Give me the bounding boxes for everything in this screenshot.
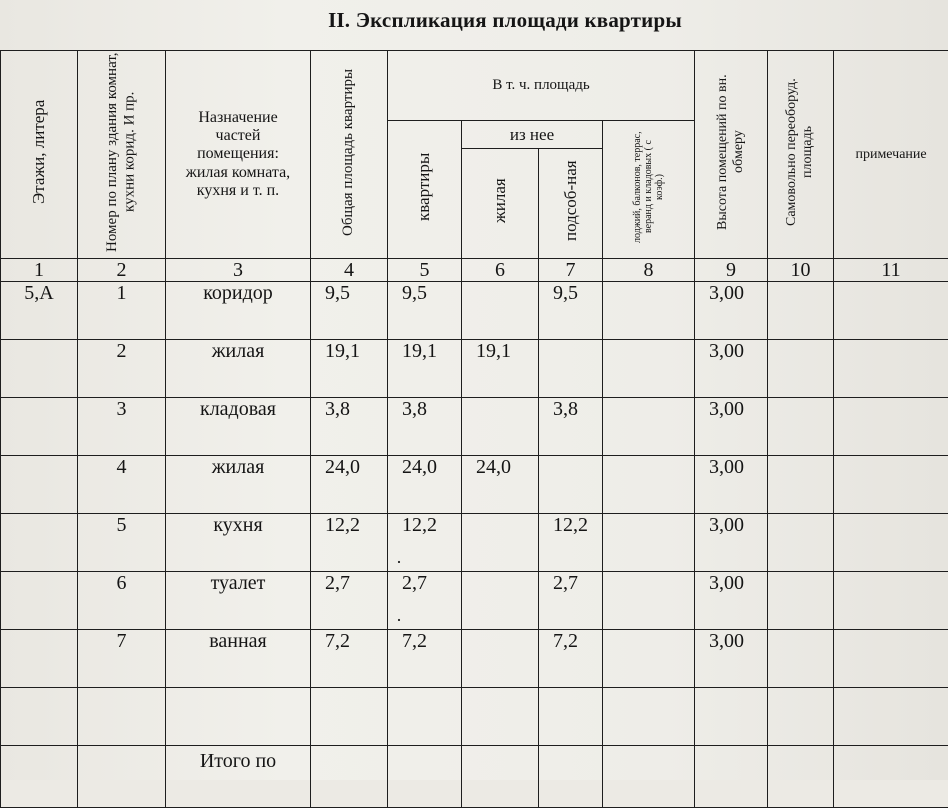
cell-notes <box>834 340 948 398</box>
cell-auxiliary-area: 7,2 <box>539 630 603 688</box>
cell-apartment-area: 3,8 <box>388 398 462 456</box>
cell-height: 3,00 <box>695 514 768 572</box>
cell-room-name: кладовая <box>166 398 311 456</box>
document-title: II. Экспликация площади квартиры <box>0 8 948 33</box>
cell-apartment-area: 19,1 <box>388 340 462 398</box>
cell-floor <box>1 340 78 398</box>
cell-total-area: 12,2 <box>311 514 388 572</box>
table-row <box>1 514 948 572</box>
header-height: Высота помещений по вн. обмеру <box>695 51 768 259</box>
cell-balcony-area <box>603 572 695 630</box>
cell-auxiliary-area: 3,8 <box>539 398 603 456</box>
column-number: 4 <box>311 259 388 282</box>
cell-notes <box>834 572 948 630</box>
cell-total-area: 19,1 <box>311 340 388 398</box>
cell-apartment-area: 24,0 <box>388 456 462 514</box>
table-row <box>1 572 948 630</box>
table-row <box>1 398 948 456</box>
cell-unauthorized <box>768 340 834 398</box>
cell-notes <box>834 456 948 514</box>
cell-unauthorized <box>768 282 834 340</box>
table-row <box>1 630 948 688</box>
table-row <box>1 282 948 340</box>
header-purpose: Назначение частей помещения: жилая комната, кухня и т. п. <box>166 51 311 259</box>
cell-apartment-area: 7,2 <box>388 630 462 688</box>
cell-floor <box>1 572 78 630</box>
cell-floor <box>1 514 78 572</box>
cell-balcony-area <box>603 340 695 398</box>
header-floor: Этажи, литера <box>1 51 78 259</box>
cell-living-area <box>462 514 539 572</box>
cell-total-area: 2,7 <box>311 572 388 630</box>
cell-room-name: жилая <box>166 340 311 398</box>
cell-living-area: 24,0 <box>462 456 539 514</box>
column-number: 2 <box>78 259 166 282</box>
cell-total-area: 24,0 <box>311 456 388 514</box>
cell-number: 7 <box>78 630 166 688</box>
cell-living-area <box>462 398 539 456</box>
cell-floor <box>1 630 78 688</box>
header-group-including: В т. ч. площадь <box>388 51 695 121</box>
cell-unauthorized <box>768 456 834 514</box>
cell-unauthorized <box>768 514 834 572</box>
column-numbers-row <box>1 259 948 282</box>
column-number: 5 <box>388 259 462 282</box>
header-apartment-area: квартиры <box>388 121 462 259</box>
cell-balcony-area <box>603 514 695 572</box>
cell-balcony-area <box>603 630 695 688</box>
column-number: 3 <box>166 259 311 282</box>
cell-number: 3 <box>78 398 166 456</box>
cell-unauthorized <box>768 630 834 688</box>
cell-living-area: 19,1 <box>462 340 539 398</box>
cell-total-area: 9,5 <box>311 282 388 340</box>
cell-notes <box>834 630 948 688</box>
column-number: 7 <box>539 259 603 282</box>
cell-apartment-area: 9,5 <box>388 282 462 340</box>
cell-number: 6 <box>78 572 166 630</box>
cell-room-name: ванная <box>166 630 311 688</box>
cell-height: 3,00 <box>695 630 768 688</box>
header-unauthorized-area: Самовольно переоборуд. площадь <box>768 51 834 259</box>
cell-height: 3,00 <box>695 340 768 398</box>
cell-auxiliary-area: 9,5 <box>539 282 603 340</box>
cell-auxiliary-area: 12,2 <box>539 514 603 572</box>
empty-row <box>1 688 948 746</box>
header-plan-number: Номер по плану здания комнат, кухни корид. И пр. <box>78 51 166 259</box>
column-number: 1 <box>1 259 78 282</box>
table-row <box>1 456 948 514</box>
cell-living-area <box>462 282 539 340</box>
cell-room-name: кухня <box>166 514 311 572</box>
cell-height: 3,00 <box>695 572 768 630</box>
cell-number: 1 <box>78 282 166 340</box>
cell-total-area: 7,2 <box>311 630 388 688</box>
cell-unauthorized <box>768 572 834 630</box>
cell-number: 4 <box>78 456 166 514</box>
cell-height: 3,00 <box>695 282 768 340</box>
header-living: жилая <box>462 149 539 259</box>
column-number: 11 <box>834 259 948 282</box>
cell-room-name: туалет <box>166 572 311 630</box>
column-number: 9 <box>695 259 768 282</box>
total-row <box>1 746 948 808</box>
cell-living-area <box>462 630 539 688</box>
header-notes: примечание <box>834 51 948 259</box>
cell-notes <box>834 398 948 456</box>
explication-table <box>0 50 948 808</box>
cell-auxiliary-area <box>539 340 603 398</box>
cell-notes <box>834 514 948 572</box>
header-total-area: Общая площадь квартиры <box>311 51 388 259</box>
header-auxiliary: подсоб-ная <box>539 149 603 259</box>
cell-floor <box>1 398 78 456</box>
cell-apartment-area: 12,2 · <box>388 514 462 572</box>
column-number: 8 <box>603 259 695 282</box>
header-of-which: из нее <box>462 121 603 149</box>
cell-height: 3,00 <box>695 398 768 456</box>
header-balconies: лоджий, балконов, террас, веранд и кладовых ( с коэф.) <box>603 121 695 259</box>
cell-height: 3,00 <box>695 456 768 514</box>
total-label: Итого по <box>166 746 311 808</box>
cell-floor <box>1 456 78 514</box>
cell-room-name: коридор <box>166 282 311 340</box>
cell-room-name: жилая <box>166 456 311 514</box>
cell-balcony-area <box>603 282 695 340</box>
cell-notes <box>834 282 948 340</box>
cell-apartment-area: 2,7 · <box>388 572 462 630</box>
column-number: 10 <box>768 259 834 282</box>
column-number: 6 <box>462 259 539 282</box>
cell-living-area <box>462 572 539 630</box>
cell-number: 2 <box>78 340 166 398</box>
cell-unauthorized <box>768 398 834 456</box>
cell-auxiliary-area: 2,7 <box>539 572 603 630</box>
cell-floor: 5,А <box>1 282 78 340</box>
cell-auxiliary-area <box>539 456 603 514</box>
table-row <box>1 340 948 398</box>
cell-total-area: 3,8 <box>311 398 388 456</box>
cell-number: 5 <box>78 514 166 572</box>
cell-balcony-area <box>603 398 695 456</box>
cell-balcony-area <box>603 456 695 514</box>
